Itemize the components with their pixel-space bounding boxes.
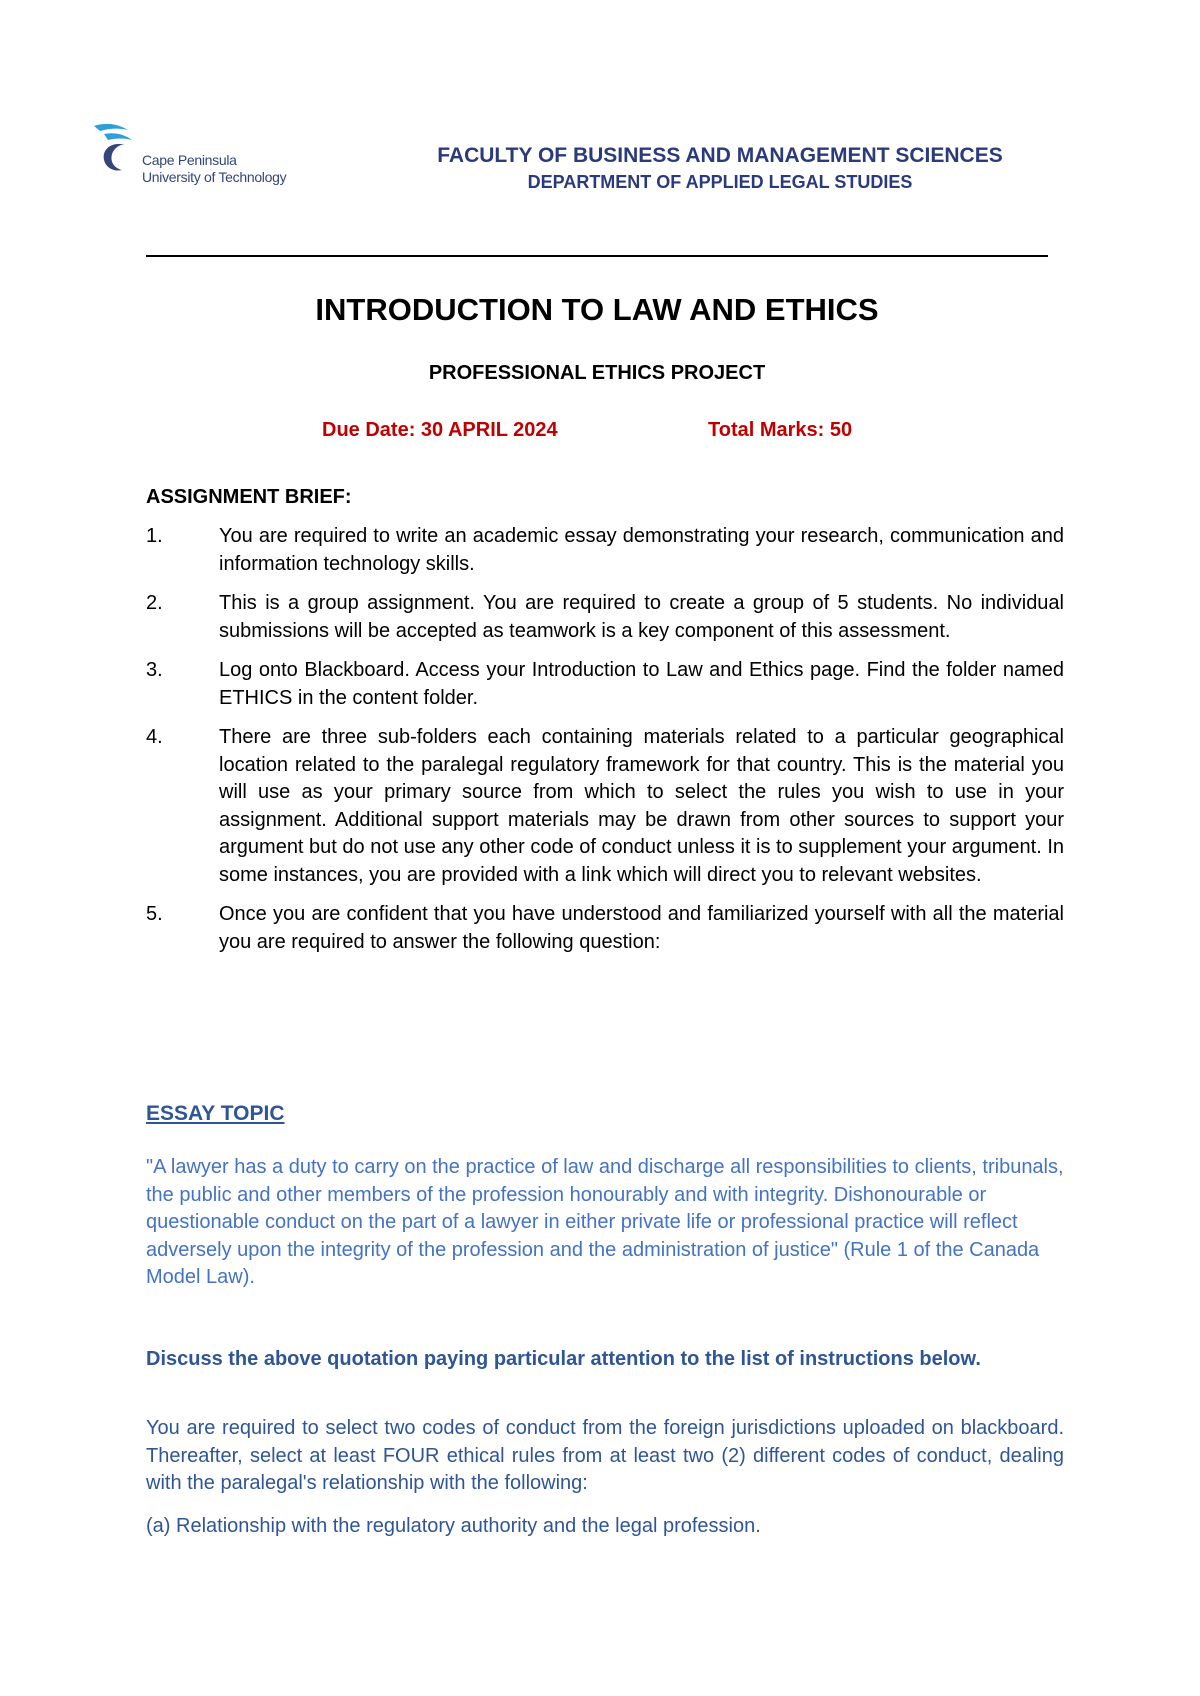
discuss-instruction: Discuss the above quotation paying particular attention to the list of instructions below. bbox=[146, 1348, 981, 1370]
list-item-text: There are three sub-folders each containing materials related to a particular geographical location related to the paralegal regulatory framework for that country. This is the material you will use as your primary source from which to select the rules you wish to use in your assignment. Additional support materials may be drawn from other sources to support your argument but do not use any other code of conduct unless it is to supplement your argument. In some instances, you are provided with a link which will direct you to relevant websites. bbox=[219, 726, 1064, 886]
list-item-number: 2. bbox=[146, 592, 163, 614]
list-item bbox=[146, 657, 1064, 712]
total-marks: Total Marks: 50 bbox=[708, 419, 853, 441]
logo-emblem-icon bbox=[92, 122, 144, 180]
document-subtitle: PROFESSIONAL ETHICS PROJECT bbox=[428, 362, 766, 384]
list-item bbox=[146, 590, 1064, 645]
relationship-item-a: (a) Relationship with the regulatory authority and the legal profession. bbox=[146, 1515, 761, 1537]
header-divider bbox=[146, 255, 1048, 257]
list-item-number: 1. bbox=[146, 525, 163, 547]
due-date: Due Date: 30 APRIL 2024 bbox=[322, 419, 558, 441]
faculty-heading: FACULTY OF BUSINESS AND MANAGEMENT SCIENCES bbox=[437, 144, 1003, 167]
list-item bbox=[146, 901, 1064, 956]
assignment-brief-heading: ASSIGNMENT BRIEF: bbox=[146, 486, 352, 508]
assignment-brief-list bbox=[146, 523, 1064, 968]
document-title: INTRODUCTION TO LAW AND ETHICS bbox=[315, 292, 879, 327]
logo-line-2: University of Technology bbox=[142, 169, 287, 185]
department-heading: DEPARTMENT OF APPLIED LEGAL STUDIES bbox=[527, 172, 913, 192]
list-item-text: You are required to write an academic essay demonstrating your research, communication and information technology skills. bbox=[219, 525, 1064, 575]
list-item-number: 5. bbox=[146, 903, 163, 925]
essay-topic-heading: ESSAY TOPIC bbox=[146, 1102, 285, 1125]
list-item bbox=[146, 724, 1064, 889]
selection-instructions: You are required to select two codes of conduct from the foreign jurisdictions uploaded on blackboard. Thereafter, select at least FOUR ethical rules from at least two (2) different codes of conduct, dealing with the paralegal's relationship with the following: bbox=[146, 1417, 1064, 1494]
list-item bbox=[146, 523, 1064, 578]
essay-quote: "A lawyer has a duty to carry on the practice of law and discharge all responsibilities to clients, tribunals, the public and other members of the profession honourably and with integrity. Dishonourable or questionable conduct on the part of a lawyer in either private life or professional practice will reflect adversely upon the integrity of the profession and the administration of justice" (Rule 1 of the Canada Model Law). bbox=[146, 1156, 1064, 1288]
list-item-number: 3. bbox=[146, 659, 163, 681]
list-item-number: 4. bbox=[146, 726, 163, 748]
list-item-text: Once you are confident that you have understood and familiarized yourself with all the material you are required to answer the following question: bbox=[219, 903, 1064, 953]
logo-line-1: Cape Peninsula bbox=[142, 152, 237, 168]
logo-text bbox=[142, 152, 286, 186]
list-item-text: This is a group assignment. You are required to create a group of 5 students. No individual submissions will be accepted as teamwork is a key component of this assessment. bbox=[219, 592, 1064, 642]
list-item-text: Log onto Blackboard. Access your Introduction to Law and Ethics page. Find the folder named ETHICS in the content folder. bbox=[219, 659, 1064, 709]
university-logo bbox=[92, 122, 292, 192]
